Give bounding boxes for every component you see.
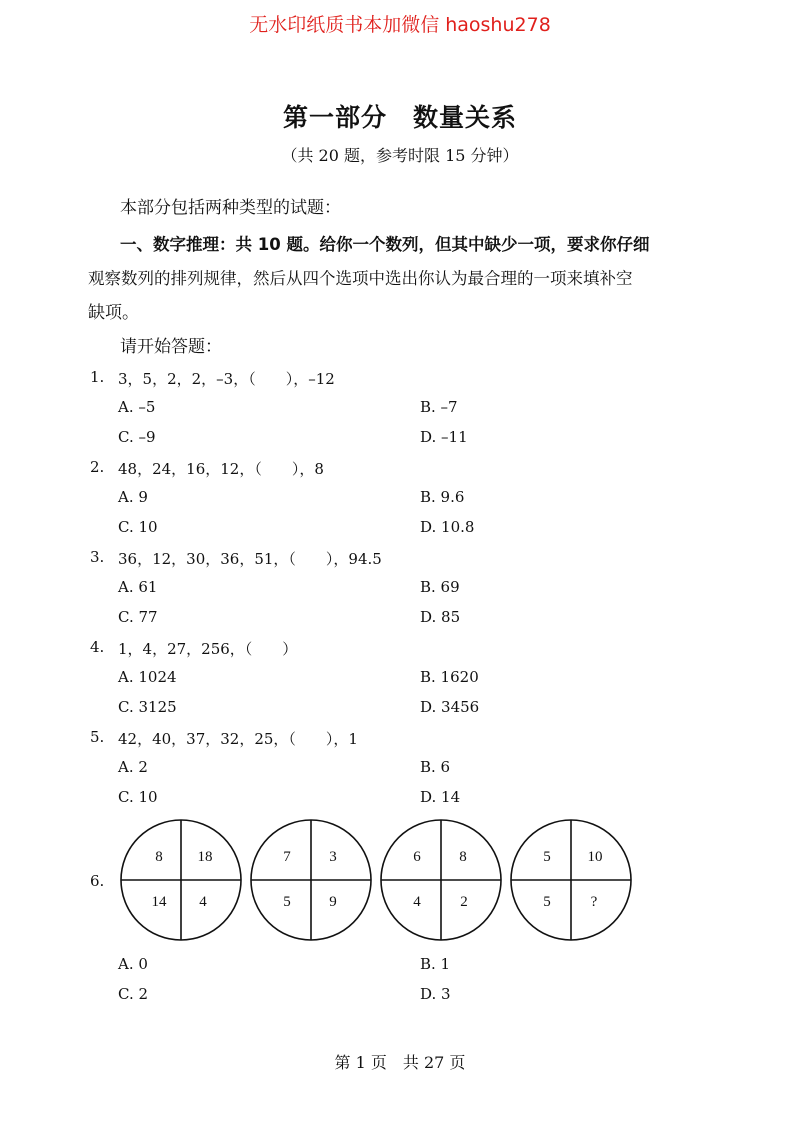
section-subtitle: （共 20 题，参考时限 15 分钟） bbox=[281, 146, 519, 165]
circle-4-top-right: 10 bbox=[587, 849, 603, 865]
question-6-option-c: C. 2 bbox=[118, 985, 149, 1003]
circle-3-top-left: 6 bbox=[413, 849, 421, 865]
question-6-option-d: D. 3 bbox=[420, 985, 451, 1003]
question-4-option-b: B. 1620 bbox=[420, 668, 479, 686]
start-prompt: 请开始答题： bbox=[120, 337, 222, 357]
question-1-option-a: A. –5 bbox=[118, 398, 156, 416]
question-2-option-c: C. 10 bbox=[118, 518, 158, 536]
question-5-option-b: B. 6 bbox=[420, 758, 451, 776]
question-5-option-a: A. 2 bbox=[118, 758, 148, 776]
question-2-text: 48，24，16，12，（ ），8 bbox=[118, 460, 324, 478]
question-5-text: 42，40，37，32，25，（ ），1 bbox=[118, 730, 358, 748]
circle-4-top-left: 5 bbox=[543, 849, 551, 865]
question-3-option-a: A. 61 bbox=[118, 578, 158, 596]
question-5-number: 5. bbox=[90, 728, 105, 746]
question-2-number: 2. bbox=[90, 458, 105, 476]
question-4-option-a: A. 1024 bbox=[118, 668, 177, 686]
circle-2-bottom-left: 5 bbox=[283, 894, 291, 910]
question-6-number: 6. bbox=[90, 872, 105, 890]
intro-line: 本部分包括两种类型的试题： bbox=[120, 198, 341, 218]
question-3-option-b: B. 69 bbox=[420, 578, 460, 596]
question-2-option-d: D. 10.8 bbox=[420, 518, 475, 536]
watermark-text: 无水印纸质书本加微信 haoshu278 bbox=[249, 14, 551, 36]
question-2-option-a: A. 9 bbox=[118, 488, 148, 506]
intro-paragraph-line-3: 缺项。 bbox=[88, 303, 139, 323]
page-footer: 第 1 页 共 27 页 bbox=[334, 1053, 466, 1072]
circle-figures bbox=[110, 816, 650, 948]
question-3-option-d: D. 85 bbox=[420, 608, 461, 626]
intro-paragraph-line-1: 一、数字推理：共 10 题。给你一个数列，但其中缺少一项，要求你仔细 bbox=[120, 235, 650, 254]
circle-4-bottom-right: ? bbox=[590, 894, 598, 910]
circle-2-top-left: 7 bbox=[283, 849, 291, 865]
circle-4-bottom-left: 5 bbox=[543, 894, 551, 910]
circle-figure-1 bbox=[121, 820, 241, 940]
question-4-option-c: C. 3125 bbox=[118, 698, 177, 716]
circle-2-top-right: 3 bbox=[329, 849, 337, 865]
question-5-option-d: D. 14 bbox=[420, 788, 461, 806]
question-1-text: 3，5，2，2，–3，（ ），–12 bbox=[118, 370, 335, 388]
circle-2-bottom-right: 9 bbox=[329, 894, 337, 910]
question-1-option-d: D. –11 bbox=[420, 428, 468, 446]
question-6-option-b: B. 1 bbox=[420, 955, 451, 973]
question-3-text: 36，12，30，36，51，（ ），94.5 bbox=[118, 550, 382, 568]
circle-figure-3 bbox=[381, 820, 501, 940]
question-4-text: 1，4，27，256，（ ） bbox=[118, 640, 298, 658]
question-1-option-c: C. –9 bbox=[118, 428, 156, 446]
question-4-number: 4. bbox=[90, 638, 105, 656]
question-3-number: 3. bbox=[90, 548, 105, 566]
circle-1-top-right: 18 bbox=[197, 849, 213, 865]
circle-figure-4 bbox=[511, 820, 631, 940]
circle-1-bottom-left: 14 bbox=[151, 894, 167, 910]
question-5-option-c: C. 10 bbox=[118, 788, 158, 806]
circle-3-top-right: 8 bbox=[459, 849, 467, 865]
question-2-option-b: B. 9.6 bbox=[420, 488, 465, 506]
circle-3-bottom-left: 4 bbox=[413, 894, 421, 910]
circle-1-bottom-right: 4 bbox=[199, 894, 207, 910]
question-4-option-d: D. 3456 bbox=[420, 698, 480, 716]
circle-figure-2 bbox=[251, 820, 371, 940]
question-1-option-b: B. –7 bbox=[420, 398, 458, 416]
circle-1-top-left: 8 bbox=[155, 849, 163, 865]
question-3-option-c: C. 77 bbox=[118, 608, 158, 626]
question-6-option-a: A. 0 bbox=[118, 955, 148, 973]
question-1-number: 1. bbox=[90, 368, 105, 386]
circle-3-bottom-right: 2 bbox=[460, 894, 468, 910]
intro-paragraph-line-2: 观察数列的排列规律，然后从四个选项中选出你认为最合理的一项来填补空 bbox=[88, 269, 633, 288]
section-title: 第一部分 数量关系 bbox=[282, 103, 517, 132]
